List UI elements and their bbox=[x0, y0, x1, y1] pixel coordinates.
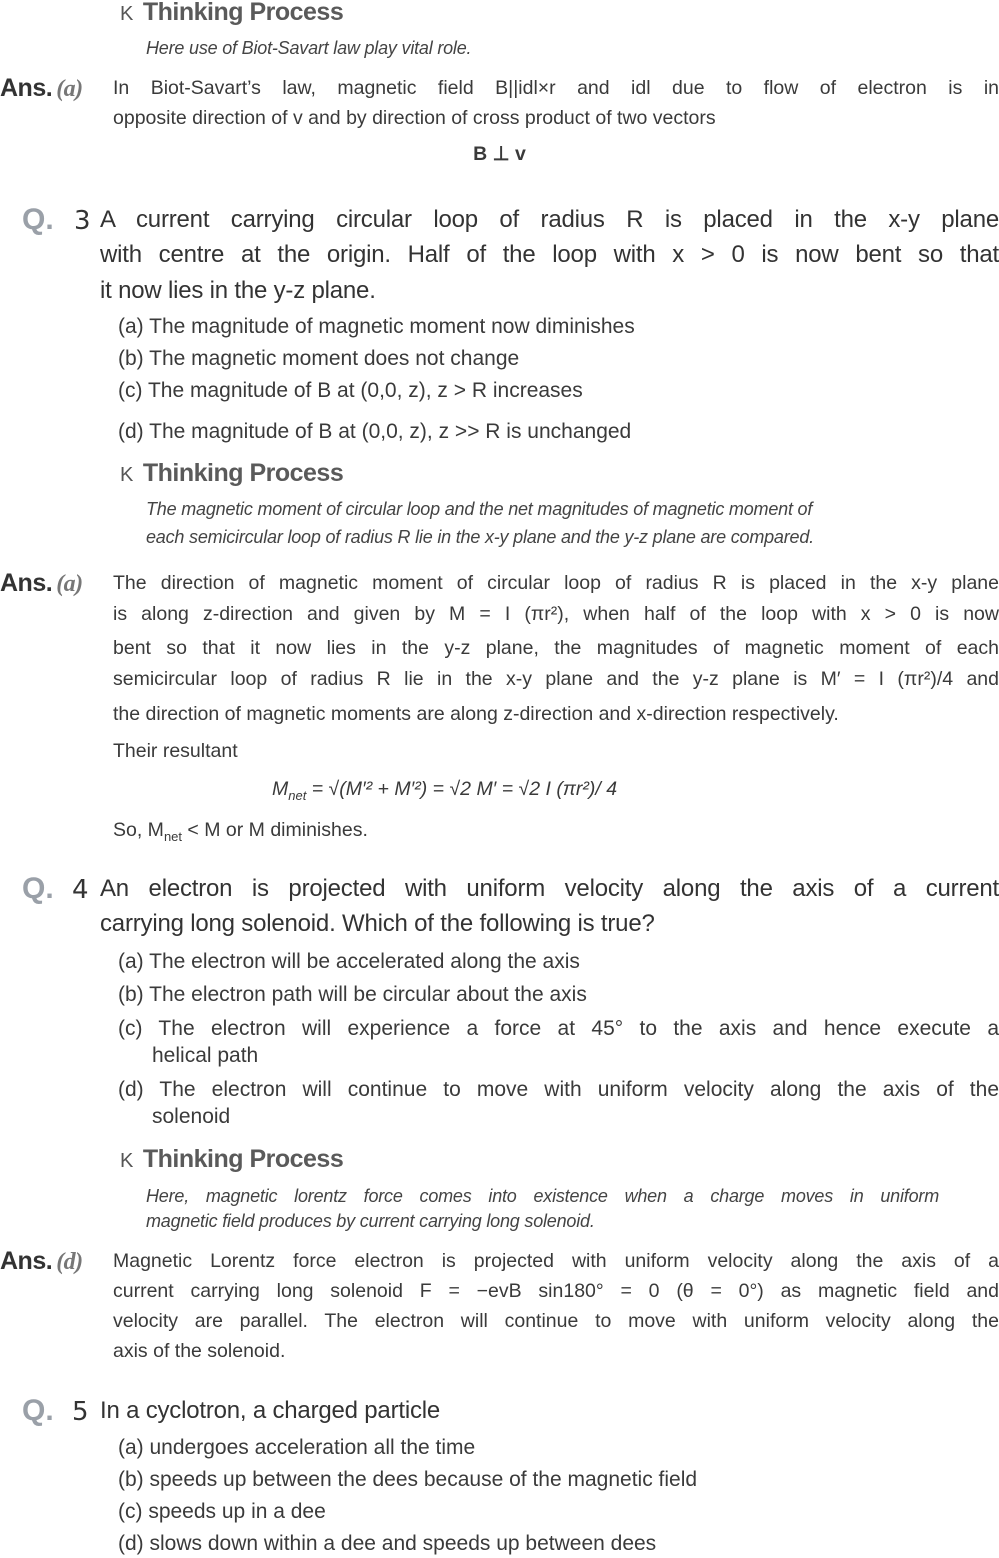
thinking-process-heading bbox=[120, 0, 343, 27]
k-icon: K bbox=[120, 464, 133, 486]
question-line: In a cyclotron, a charged particle bbox=[100, 1397, 441, 1424]
question-line: An electron is projected with uniform velocity along the axis of a current bbox=[100, 875, 999, 902]
thinking-process-text: The magnetic moment of circular loop and the net magnitudes of magnetic moment of bbox=[146, 499, 813, 519]
answer-label bbox=[0, 1247, 83, 1276]
k-icon: K bbox=[120, 1150, 133, 1172]
conclusion-text: < M or M diminishes. bbox=[182, 819, 368, 841]
answer-option: (a) bbox=[56, 76, 83, 102]
conclusion-text: So, M bbox=[113, 819, 164, 841]
formula-body: = √(M′² + M′²) = √2 M′ = √2 I (πr²)/ 4 bbox=[306, 778, 618, 800]
question-number: 4 bbox=[72, 875, 89, 905]
ans-text: Ans. bbox=[0, 74, 53, 102]
option-d: (d) The electron will continue to move with uniform velocity along the axis of the bbox=[118, 1078, 999, 1101]
answer-line: The direction of magnetic moment of circular loop of radius R is placed in the x-y plane bbox=[113, 572, 999, 594]
answer-option: (d) bbox=[56, 1249, 83, 1275]
answer-line: is along z-direction and given by M = I (πr²), when half of the loop with x > 0 is now bbox=[113, 603, 999, 625]
option-d: (d) slows down within a dee and speeds up between dees bbox=[118, 1532, 657, 1555]
ans-text: Ans. bbox=[0, 569, 53, 597]
thinking-process-text: magnetic field produces by current carrying long solenoid. bbox=[146, 1211, 595, 1231]
ans-text: Ans. bbox=[0, 1247, 53, 1275]
answer-line: bent so that it now lies in the y-z plane, the magnitudes of magnetic moment of each bbox=[113, 637, 999, 659]
formula-subscript: net bbox=[288, 787, 307, 803]
answer-line: velocity are parallel. The electron will continue to move with uniform velocity along the bbox=[113, 1310, 999, 1332]
answer-line: Magnetic Lorentz force electron is projected with uniform velocity along the axis of a bbox=[113, 1250, 999, 1272]
conclusion-subscript: net bbox=[163, 828, 183, 844]
answer-line: the direction of magnetic moments are along z-direction and x-direction respectively. bbox=[113, 703, 839, 725]
option-d-cont: solenoid bbox=[152, 1105, 231, 1128]
question-mark: Q. bbox=[22, 1394, 54, 1427]
option-c: (c) speeds up in a dee bbox=[118, 1500, 326, 1523]
question-line: carrying long solenoid. Which of the following is true? bbox=[100, 910, 655, 937]
answer-line: Their resultant bbox=[113, 740, 238, 762]
answer-line: axis of the solenoid. bbox=[113, 1340, 286, 1362]
option-b: (b) The magnetic moment does not change bbox=[118, 347, 520, 370]
answer-label bbox=[0, 74, 83, 103]
answer-line: opposite direction of v and by direction of cross product of two vectors bbox=[113, 107, 716, 129]
question-mark: Q. bbox=[22, 203, 54, 236]
conclusion bbox=[113, 819, 368, 844]
heading-text: Thinking Process bbox=[142, 1145, 344, 1173]
thinking-process-text: Here use of Biot-Savart law play vital role. bbox=[146, 38, 472, 58]
answer-label bbox=[0, 569, 83, 598]
heading-text: Thinking Process bbox=[142, 0, 344, 26]
answer-result: B ⊥ v bbox=[473, 143, 526, 165]
thinking-process-text: each semicircular loop of radius R lie in the x-y plane and the y-z plane are compared. bbox=[146, 527, 814, 547]
option-c: (c) The electron will experience a force at 45° to the axis and hence execute a bbox=[118, 1017, 999, 1040]
option-a: (a) The magnitude of magnetic moment now diminishes bbox=[118, 315, 635, 338]
option-b: (b) The electron path will be circular about the axis bbox=[118, 983, 587, 1006]
question-line: it now lies in the y-z plane. bbox=[100, 277, 376, 304]
question-line: with centre at the origin. Half of the loop with x > 0 is now bent so that bbox=[100, 241, 999, 268]
answer-line: semicircular loop of radius R lie in the x-y plane and the y-z plane is M′ = I (πr²)/4 and bbox=[113, 668, 999, 690]
formula-symbol: M bbox=[272, 778, 289, 800]
option-d: (d) The magnitude of B at (0,0, z), z >> R is unchanged bbox=[118, 420, 632, 443]
answer-option: (a) bbox=[56, 571, 83, 597]
formula bbox=[272, 778, 617, 803]
question-line: A current carrying circular loop of radius R is placed in the x-y plane bbox=[100, 206, 999, 233]
answer-line: current carrying long solenoid F = −evB sin180° = 0 (θ = 0°) as magnetic field and bbox=[113, 1280, 999, 1302]
heading-text: Thinking Process bbox=[142, 459, 344, 487]
option-c-cont: helical path bbox=[152, 1044, 259, 1067]
option-b: (b) speeds up between the dees because of the magnetic field bbox=[118, 1468, 698, 1491]
question-number: 5 bbox=[72, 1397, 89, 1427]
question-mark: Q. bbox=[22, 872, 54, 905]
option-a: (a) The electron will be accelerated along the axis bbox=[118, 950, 580, 973]
thinking-process-text: Here, magnetic lorentz force comes into existence when a charge moves in uniform bbox=[146, 1186, 939, 1206]
thinking-process-heading bbox=[120, 1145, 343, 1174]
k-icon: K bbox=[120, 3, 133, 25]
thinking-process-heading bbox=[120, 459, 343, 488]
option-c: (c) The magnitude of B at (0,0, z), z > R increases bbox=[118, 379, 583, 402]
option-a: (a) undergoes acceleration all the time bbox=[118, 1436, 476, 1459]
question-number: 3 bbox=[74, 206, 91, 236]
answer-line: In Biot-Savart’s law, magnetic field B||idl×r and idl due to flow of electron is in bbox=[113, 77, 999, 99]
